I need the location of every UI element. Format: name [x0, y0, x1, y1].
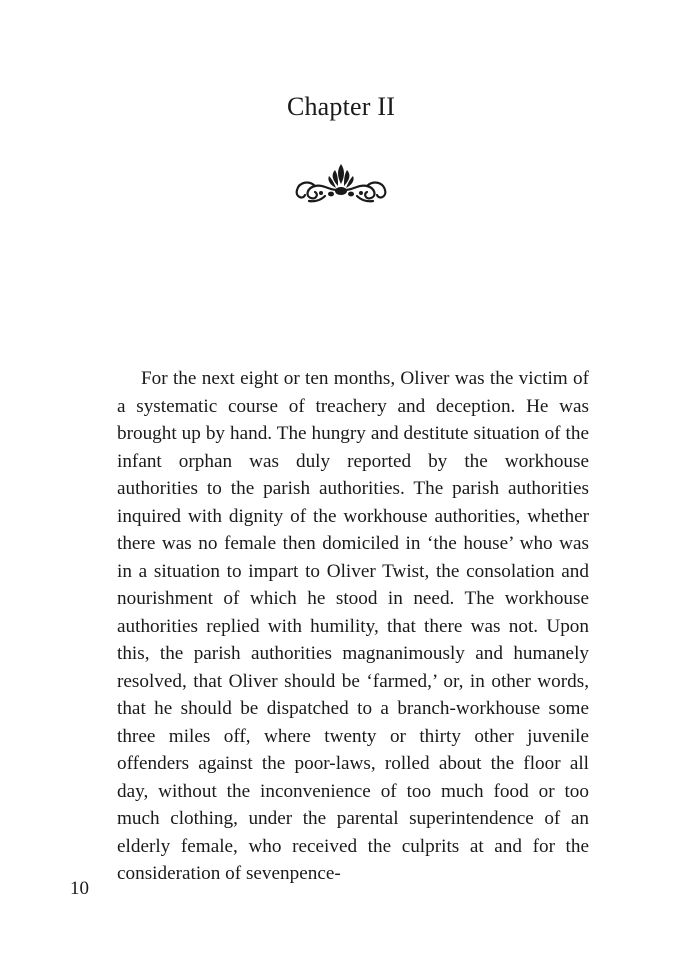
chapter-paragraph: For the next eight or ten months, Oliver was the victim of a systematic course of treachery and deception. He was brought up by hand. The hungry and destitute situation of the infant orphan was duly reported by the workhouse authorities to the parish authorities. The parish authorities inquired with dignity of the workhouse authorities, whether there was no female then domiciled in ‘the house’ who was in a situation to impart to Oliver Twist, the consolation and nourishment of which he stood in need. The workhouse authorities replied with humility, that there was not. Upon this, the parish authorities magnanimously and humanely resolved, that Oliver should be ‘farmed,’ or, in other words, that he should be dispatched to a branch-workhouse some three miles off, where twenty or thirty other juvenile offenders against the poor-laws, rolled about the floor all day, without the inconvenience of too much food or too much clothing, under the parental superintendence of an elderly female, who received the culprits at and for the consideration of sevenpence- — [117, 368, 589, 884]
chapter-title: Chapter II — [286, 92, 396, 121]
page-number: 10 — [70, 878, 89, 899]
fleuron-ornament-icon — [291, 160, 391, 208]
